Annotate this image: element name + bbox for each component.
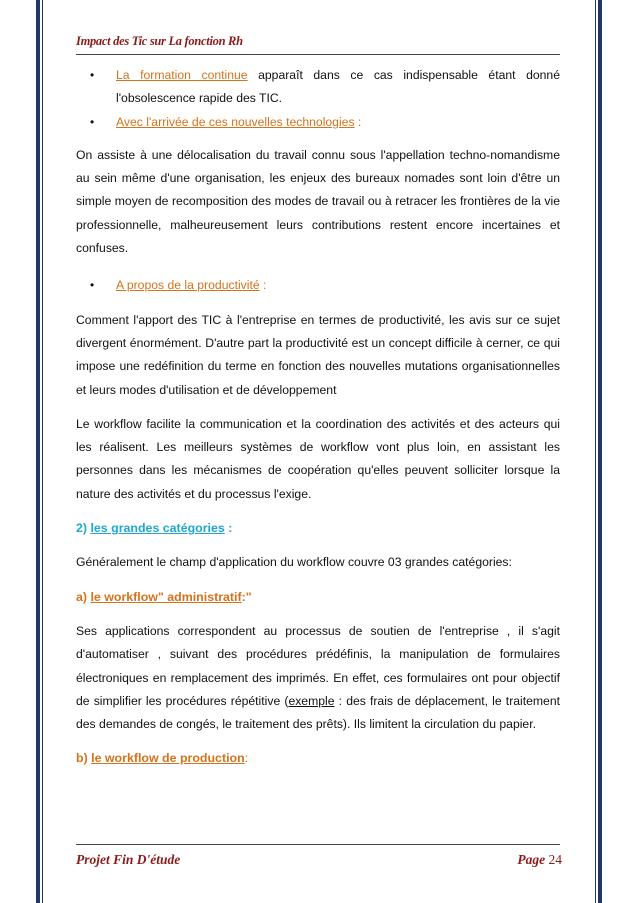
page-label: Page — [517, 852, 546, 867]
paragraph-text: : des frais de déplacement, le traitement des demandes de congés, le traitement des prêts). Ils limitent la circulation du papier. — [76, 693, 560, 732]
link-grandes-categories[interactable]: les grandes catégories — [90, 521, 225, 536]
bullet-productivite — [76, 274, 560, 297]
paragraph-text: Ses applications correspondent au processus de soutien de l'entreprise , il s'agit d'automatiser , suivant des procédures prédéfinis, la manipulation de formulaires électroniques en remplacement des imprimés. En effet, ces formulaires ont pour objectif de simplifier les procédures répétitive ( — [76, 623, 560, 708]
bullet-colon: : — [354, 114, 362, 129]
footer-project-title: Projet Fin D'étude — [76, 852, 181, 867]
heading-suffix: : — [244, 751, 249, 766]
paragraph-administratif — [76, 620, 560, 736]
heading-workflow-production — [76, 747, 560, 770]
heading-prefix: a) — [76, 589, 91, 604]
heading-prefix: b) — [76, 751, 92, 766]
link-exemple[interactable]: exemple — [288, 693, 335, 708]
bullet-colon: : — [259, 278, 267, 293]
page-border-left — [36, 0, 40, 903]
paragraph-productivite: Comment l'apport des TIC à l'entreprise en termes de productivité, les avis sur ce sujet divergent énormément. D'autre part la productivité est un concept difficile à cerner, ce qui impose une redéfinition du terme en fonction des nouvelles mutations organisationnelles et leurs modes d'utilisation et de développement — [76, 312, 560, 397]
link-productivite[interactable]: A propos de la productivité — [116, 278, 260, 293]
link-nouvelles-technologies[interactable]: Avec l'arrivée de ces nouvelles technologies — [116, 114, 355, 129]
heading-prefix: 2) — [76, 521, 91, 536]
heading-suffix: : — [224, 521, 233, 536]
heading-grandes-categories — [76, 517, 560, 540]
paragraph-delocalisation: On assiste à une délocalisation du travail connu sous l'appellation techno-nomandisme au sein même d'une organisation, les enjeux des bureaux nomades sont loin d'être un simple moyen de recomposition des modes de travail ou à retracer les frontières de la vie professionnelle, malheureusement leurs contributions restent encore incertaines et confuses. — [76, 147, 560, 256]
page-body — [76, 64, 560, 771]
bullet-icon: • — [90, 68, 95, 82]
paragraph-generalement: Généralement le champ d'application du workflow couvre 03 grandes catégories: — [76, 555, 512, 570]
paragraph-workflow: Le workflow facilite la communication et la coordination des activités et des acteurs qui les réalisent. Les meilleurs systèmes de workflow vont plus loin, en assistant les personnes dans les mécanismes de coopération qu'elles peuvent solliciter lorsque la nature des activités et du processus l'exige. — [76, 416, 560, 501]
bullet-nouvelles-technologies — [76, 111, 560, 134]
footer-page-number — [517, 852, 562, 868]
link-formation-continue[interactable]: La formation continue — [116, 68, 248, 82]
page-border-left-inner — [42, 0, 43, 903]
page-border-right-inner — [595, 0, 596, 903]
bullet-icon: • — [90, 278, 95, 293]
bullet-text: apparaît dans ce cas indispensable étant donné l'obsolescence rapide des TIC. — [116, 68, 560, 106]
header-divider — [76, 54, 560, 55]
running-header: Impact des Tic sur La fonction Rh — [76, 34, 243, 48]
heading-workflow-administratif — [76, 586, 560, 609]
link-workflow-production[interactable]: le workflow de production — [91, 751, 245, 766]
bullet-formation — [76, 64, 560, 111]
heading-suffix: :" — [241, 589, 252, 604]
page-border-right — [598, 0, 602, 903]
footer-divider — [76, 844, 560, 845]
link-workflow-administratif[interactable]: le workflow" administratif — [90, 589, 242, 604]
bullet-icon: • — [90, 114, 95, 129]
page-number: 24 — [548, 852, 562, 867]
